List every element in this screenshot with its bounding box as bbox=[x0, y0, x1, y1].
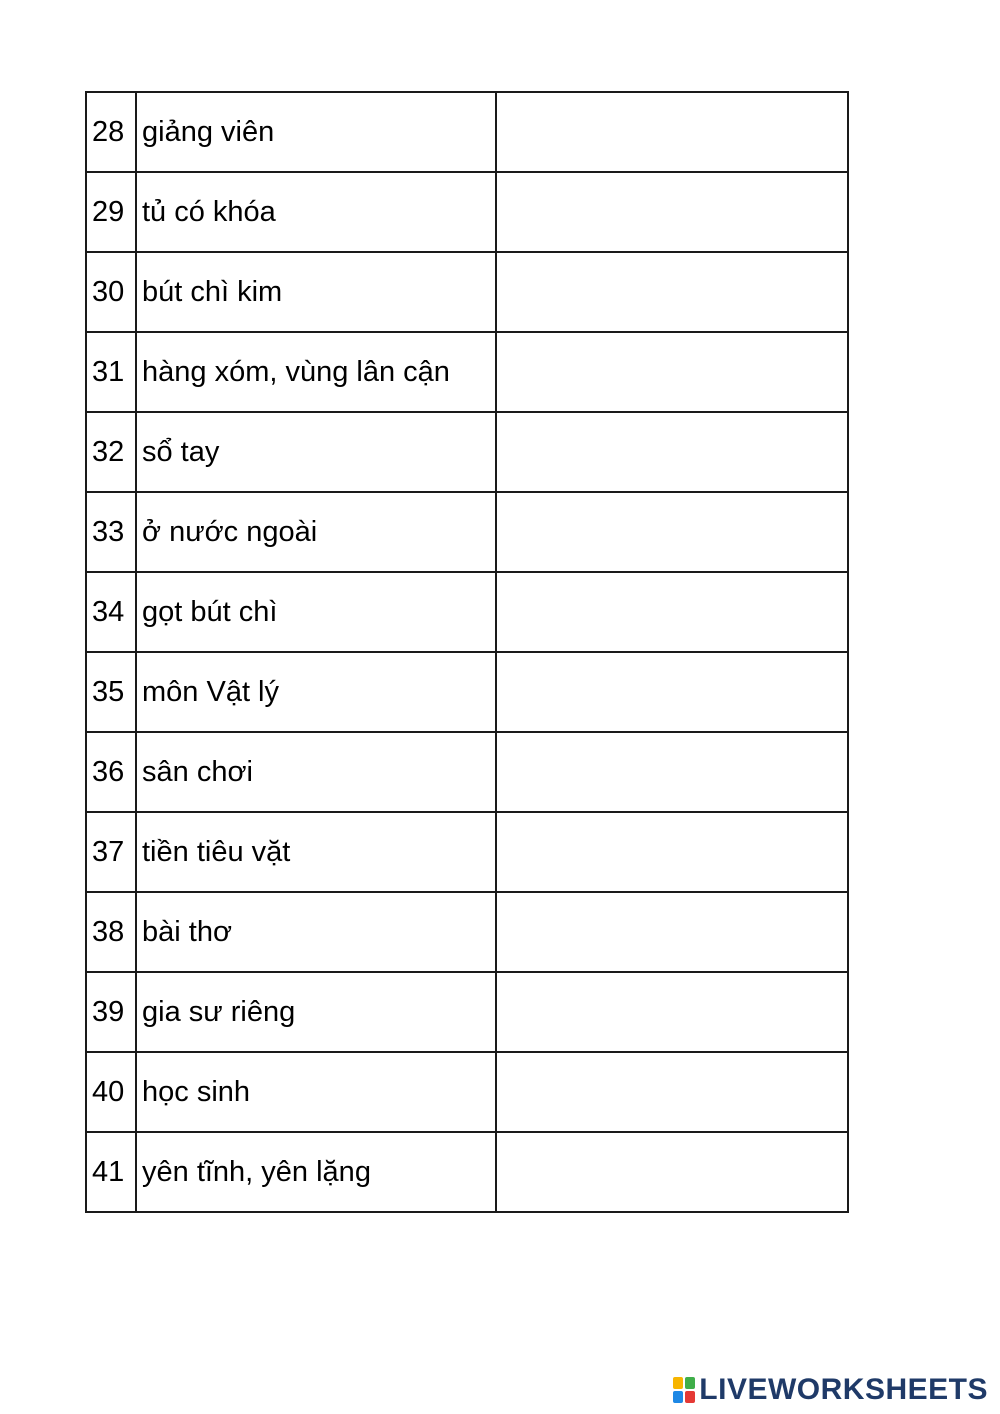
table-row bbox=[86, 732, 848, 812]
logo-square bbox=[685, 1391, 695, 1403]
answer-input[interactable] bbox=[497, 1053, 847, 1131]
answer-cell[interactable] bbox=[496, 92, 848, 172]
logo-square bbox=[685, 1377, 695, 1389]
row-number: 30 bbox=[86, 252, 136, 332]
vietnamese-term: học sinh bbox=[136, 1052, 496, 1132]
vietnamese-term: gia sư riêng bbox=[136, 972, 496, 1052]
row-number: 31 bbox=[86, 332, 136, 412]
answer-cell[interactable] bbox=[496, 492, 848, 572]
row-number: 28 bbox=[86, 92, 136, 172]
answer-cell[interactable] bbox=[496, 972, 848, 1052]
vietnamese-term: bút chì kim bbox=[136, 252, 496, 332]
answer-input[interactable] bbox=[497, 173, 847, 251]
liveworksheets-branding bbox=[673, 1374, 988, 1406]
answer-input[interactable] bbox=[497, 333, 847, 411]
answer-cell[interactable] bbox=[496, 1132, 848, 1212]
row-number: 40 bbox=[86, 1052, 136, 1132]
vietnamese-term: ở nước ngoài bbox=[136, 492, 496, 572]
row-number: 37 bbox=[86, 812, 136, 892]
answer-input[interactable] bbox=[497, 493, 847, 571]
table-row bbox=[86, 172, 848, 252]
answer-input[interactable] bbox=[497, 93, 847, 171]
table-row bbox=[86, 92, 848, 172]
answer-cell[interactable] bbox=[496, 892, 848, 972]
logo-square bbox=[673, 1391, 683, 1403]
table-row bbox=[86, 492, 848, 572]
table-row bbox=[86, 332, 848, 412]
vietnamese-term: tiền tiêu vặt bbox=[136, 812, 496, 892]
vietnamese-term: sân chơi bbox=[136, 732, 496, 812]
table-row bbox=[86, 652, 848, 732]
answer-cell[interactable] bbox=[496, 812, 848, 892]
vietnamese-term: sổ tay bbox=[136, 412, 496, 492]
answer-input[interactable] bbox=[497, 813, 847, 891]
answer-cell[interactable] bbox=[496, 652, 848, 732]
vocabulary-table-body bbox=[86, 92, 848, 1212]
answer-input[interactable] bbox=[497, 733, 847, 811]
vietnamese-term: bài thơ bbox=[136, 892, 496, 972]
table-row bbox=[86, 812, 848, 892]
vocabulary-table bbox=[85, 91, 849, 1213]
answer-input[interactable] bbox=[497, 573, 847, 651]
liveworksheets-logo-icon bbox=[673, 1377, 695, 1403]
answer-cell[interactable] bbox=[496, 332, 848, 412]
answer-input[interactable] bbox=[497, 893, 847, 971]
table-row bbox=[86, 572, 848, 652]
answer-cell[interactable] bbox=[496, 732, 848, 812]
row-number: 32 bbox=[86, 412, 136, 492]
row-number: 36 bbox=[86, 732, 136, 812]
row-number: 39 bbox=[86, 972, 136, 1052]
logo-square bbox=[673, 1377, 683, 1389]
table-row bbox=[86, 972, 848, 1052]
vietnamese-term: yên tĩnh, yên lặng bbox=[136, 1132, 496, 1212]
vocabulary-table-container bbox=[85, 91, 847, 1213]
row-number: 38 bbox=[86, 892, 136, 972]
vietnamese-term: môn Vật lý bbox=[136, 652, 496, 732]
row-number: 29 bbox=[86, 172, 136, 252]
row-number: 41 bbox=[86, 1132, 136, 1212]
table-row bbox=[86, 252, 848, 332]
brand-name: LIVEWORKSHEETS bbox=[699, 1373, 988, 1406]
answer-cell[interactable] bbox=[496, 572, 848, 652]
table-row bbox=[86, 412, 848, 492]
vietnamese-term: giảng viên bbox=[136, 92, 496, 172]
answer-cell[interactable] bbox=[496, 172, 848, 252]
vietnamese-term: gọt bút chì bbox=[136, 572, 496, 652]
answer-cell[interactable] bbox=[496, 252, 848, 332]
answer-input[interactable] bbox=[497, 253, 847, 331]
answer-cell[interactable] bbox=[496, 1052, 848, 1132]
table-row bbox=[86, 892, 848, 972]
answer-cell[interactable] bbox=[496, 412, 848, 492]
answer-input[interactable] bbox=[497, 413, 847, 491]
row-number: 34 bbox=[86, 572, 136, 652]
table-row bbox=[86, 1132, 848, 1212]
answer-input[interactable] bbox=[497, 1133, 847, 1211]
vietnamese-term: tủ có khóa bbox=[136, 172, 496, 252]
table-row bbox=[86, 1052, 848, 1132]
answer-input[interactable] bbox=[497, 973, 847, 1051]
vietnamese-term: hàng xóm, vùng lân cận bbox=[136, 332, 496, 412]
row-number: 35 bbox=[86, 652, 136, 732]
row-number: 33 bbox=[86, 492, 136, 572]
answer-input[interactable] bbox=[497, 653, 847, 731]
